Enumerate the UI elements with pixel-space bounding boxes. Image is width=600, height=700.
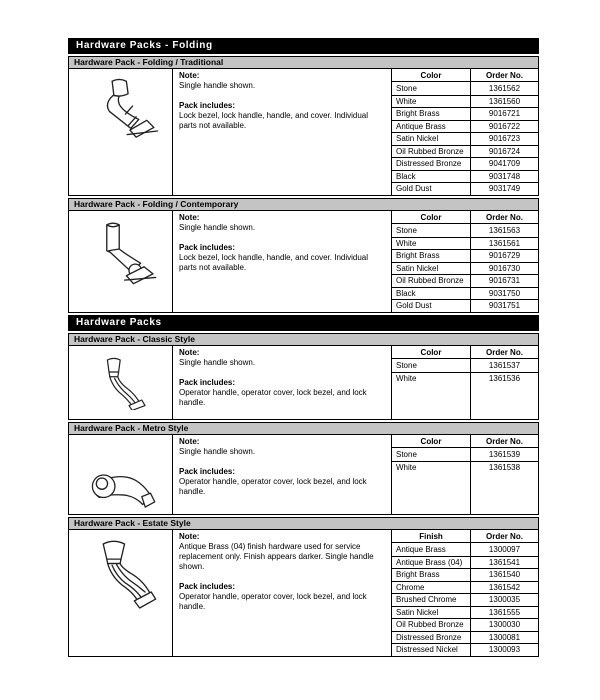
order-row — [392, 568, 538, 581]
pack-folding-contemporary — [68, 198, 539, 313]
includes-text: Lock bezel, lock handle, handle, and cover. Individual parts not available. — [179, 111, 369, 130]
finish-name: Bright Brass — [392, 569, 471, 581]
order-row — [392, 543, 538, 556]
finish-name: Stone — [392, 82, 471, 95]
illustration-cell — [69, 435, 173, 514]
finish-name: Oil Rubbed Bronze — [392, 619, 471, 631]
pack-subheader: Hardware Pack - Estate Style — [68, 517, 539, 530]
order-table — [392, 530, 538, 656]
finish-name: Distressed Bronze — [392, 158, 471, 170]
finish-name: Distressed Nickel — [392, 644, 471, 656]
order-rows — [392, 359, 538, 384]
note-label: Note: — [179, 71, 200, 80]
order-rows — [392, 224, 538, 312]
order-number: 1361541 — [488, 557, 521, 567]
includes-text: Lock bezel, lock handle, handle, and cover. Individual parts not available. — [179, 253, 369, 272]
illustration-cell — [69, 530, 173, 656]
order-row — [392, 556, 538, 569]
order-table-header — [392, 435, 538, 448]
folding-contemporary-handle-icon — [81, 217, 161, 293]
order-table-header — [392, 211, 538, 224]
order-number: 1361537 — [488, 360, 521, 370]
finish-name: Distressed Bronze — [392, 632, 471, 644]
finish-name: Bright Brass — [392, 108, 471, 120]
finish-name: Satin Nickel — [392, 607, 471, 619]
finish-name: Oil Rubbed Bronze — [392, 275, 471, 287]
order-number: 9016721 — [488, 109, 521, 119]
order-row — [392, 581, 538, 594]
order-number: 1361538 — [488, 462, 521, 472]
order-row — [392, 157, 538, 170]
order-row — [392, 618, 538, 631]
finish-name: Gold Dust — [392, 183, 471, 195]
finish-name: Stone — [392, 359, 471, 372]
finish-name: Brushed Chrome — [392, 594, 471, 606]
order-column-header: Order No. — [486, 347, 523, 357]
finish-name: Black — [392, 171, 471, 183]
color-column-header: Color — [392, 346, 471, 358]
order-number: 1361542 — [488, 582, 521, 592]
includes-label: Pack includes: — [179, 243, 236, 252]
order-column-header: Order No. — [486, 212, 523, 222]
order-number: 9016723 — [488, 134, 521, 144]
order-number: 1361555 — [488, 607, 521, 617]
includes-text: Operator handle, operator cover, lock bezel, and lock handle. — [179, 388, 367, 407]
order-number: 9016729 — [488, 251, 521, 261]
finish-name: Antique Brass — [392, 543, 471, 556]
pack-folding-traditional — [68, 56, 539, 196]
note-text: Single handle shown. — [179, 81, 256, 90]
finish-name: Stone — [392, 448, 471, 461]
table-filler — [392, 384, 538, 419]
order-row — [392, 170, 538, 183]
table-filler — [392, 312, 538, 313]
note-label: Note: — [179, 532, 200, 541]
order-number: 9031748 — [488, 171, 521, 181]
color-column-header: Color — [392, 211, 471, 223]
order-row — [392, 287, 538, 300]
order-number: 1300097 — [488, 544, 521, 554]
pack-subheader: Hardware Pack - Classic Style — [68, 333, 539, 346]
metro-style-handle-icon — [82, 449, 160, 511]
order-row — [392, 461, 538, 474]
pack-subheader: Hardware Pack - Metro Style — [68, 422, 539, 435]
section-header-folding: Hardware Packs - Folding — [68, 38, 539, 54]
pack-table — [68, 529, 539, 657]
order-table-header — [392, 69, 538, 82]
order-row — [392, 372, 538, 385]
pack-subheader: Hardware Pack - Folding / Traditional — [68, 56, 539, 69]
order-table — [392, 69, 538, 195]
illustration-cell — [69, 211, 173, 312]
finish-name: Antique Brass (04) — [392, 557, 471, 569]
finish-name: White — [392, 96, 471, 108]
order-row — [392, 82, 538, 95]
order-number: 1300030 — [488, 620, 521, 630]
note-cell — [173, 530, 392, 656]
order-number: 9016722 — [488, 121, 521, 131]
order-number: 9016730 — [488, 263, 521, 273]
folding-traditional-handle-icon — [81, 75, 161, 151]
order-rows — [392, 82, 538, 195]
order-number: 1361561 — [488, 238, 521, 248]
note-label: Note: — [179, 437, 200, 446]
finish-name: Stone — [392, 224, 471, 237]
pack-table — [68, 210, 539, 313]
illustration-cell — [69, 69, 173, 195]
order-row — [392, 631, 538, 644]
order-number: 1300081 — [488, 632, 521, 642]
catalog-page — [68, 0, 539, 657]
order-number: 1361563 — [488, 225, 521, 235]
note-cell — [173, 346, 392, 419]
finish-name: Satin Nickel — [392, 133, 471, 145]
order-row — [392, 643, 538, 656]
order-row — [392, 237, 538, 250]
order-number: 9031750 — [488, 288, 521, 298]
note-text: Single handle shown. — [179, 358, 256, 367]
order-column-header: Order No. — [486, 531, 523, 541]
order-number: 1361540 — [488, 570, 521, 580]
order-row — [392, 262, 538, 275]
order-row — [392, 95, 538, 108]
order-row — [392, 606, 538, 619]
pack-table — [68, 434, 539, 515]
order-row — [392, 359, 538, 372]
finish-name: Gold Dust — [392, 300, 471, 312]
order-number: 9031749 — [488, 184, 521, 194]
order-table — [392, 211, 538, 312]
includes-label: Pack includes: — [179, 101, 236, 110]
finish-name: Chrome — [392, 582, 471, 594]
order-row — [392, 299, 538, 312]
order-row — [392, 182, 538, 195]
finish-name: White — [392, 238, 471, 250]
note-text: Antique Brass (04) finish hardware used for service replacement only. Finish appears darker. Single handle shown. — [179, 542, 374, 571]
note-cell — [173, 211, 392, 312]
includes-label: Pack includes: — [179, 378, 236, 387]
order-table — [392, 435, 538, 514]
pack-table — [68, 68, 539, 196]
color-column-header: Color — [392, 435, 471, 447]
pack-subheader: Hardware Pack - Folding / Contemporary — [68, 198, 539, 211]
finish-name: Antique Brass — [392, 121, 471, 133]
order-row — [392, 593, 538, 606]
finish-name: White — [392, 373, 471, 385]
note-text: Single handle shown. — [179, 447, 256, 456]
order-number: 1300093 — [488, 645, 521, 655]
estate-style-handle-icon — [81, 536, 161, 612]
classic-style-handle-icon — [85, 352, 157, 410]
order-rows — [392, 448, 538, 473]
order-number: 1361562 — [488, 83, 521, 93]
finish-column-header: Finish — [392, 530, 471, 542]
includes-label: Pack includes: — [179, 467, 236, 476]
pack-classic-style — [68, 333, 539, 420]
finish-name: Bright Brass — [392, 250, 471, 262]
finish-name: Oil Rubbed Bronze — [392, 146, 471, 158]
order-number: 1361536 — [488, 373, 521, 383]
order-table — [392, 346, 538, 419]
note-label: Note: — [179, 213, 200, 222]
order-number: 9031751 — [488, 301, 521, 311]
order-row — [392, 107, 538, 120]
includes-label: Pack includes: — [179, 582, 236, 591]
table-filler — [392, 473, 538, 514]
order-row — [392, 274, 538, 287]
order-number: 9016731 — [488, 276, 521, 286]
order-table-header — [392, 530, 538, 543]
order-rows — [392, 543, 538, 656]
finish-name: Black — [392, 288, 471, 300]
table-filler — [392, 195, 538, 196]
note-cell — [173, 435, 392, 514]
note-label: Note: — [179, 348, 200, 357]
table-filler — [392, 656, 538, 657]
order-row — [392, 448, 538, 461]
finish-name: White — [392, 462, 471, 474]
includes-text: Operator handle, operator cover, lock bezel, and lock handle. — [179, 477, 367, 496]
color-column-header: Color — [392, 69, 471, 81]
order-column-header: Order No. — [486, 436, 523, 446]
order-number: 1361560 — [488, 96, 521, 106]
order-row — [392, 120, 538, 133]
order-number: 1361539 — [488, 449, 521, 459]
note-cell — [173, 69, 392, 195]
note-text: Single handle shown. — [179, 223, 256, 232]
finish-name: Satin Nickel — [392, 263, 471, 275]
order-row — [392, 224, 538, 237]
order-number: 9016724 — [488, 146, 521, 156]
order-row — [392, 249, 538, 262]
illustration-cell — [69, 346, 173, 419]
order-number: 1300035 — [488, 595, 521, 605]
order-row — [392, 132, 538, 145]
order-number: 9041709 — [488, 159, 521, 169]
order-column-header: Order No. — [486, 70, 523, 80]
pack-table — [68, 345, 539, 420]
order-table-header — [392, 346, 538, 359]
order-row — [392, 145, 538, 158]
includes-text: Operator handle, operator cover, lock bezel, and lock handle. — [179, 592, 367, 611]
pack-metro-style — [68, 422, 539, 515]
section-header-general: Hardware Packs — [68, 315, 539, 331]
pack-estate-style — [68, 517, 539, 657]
